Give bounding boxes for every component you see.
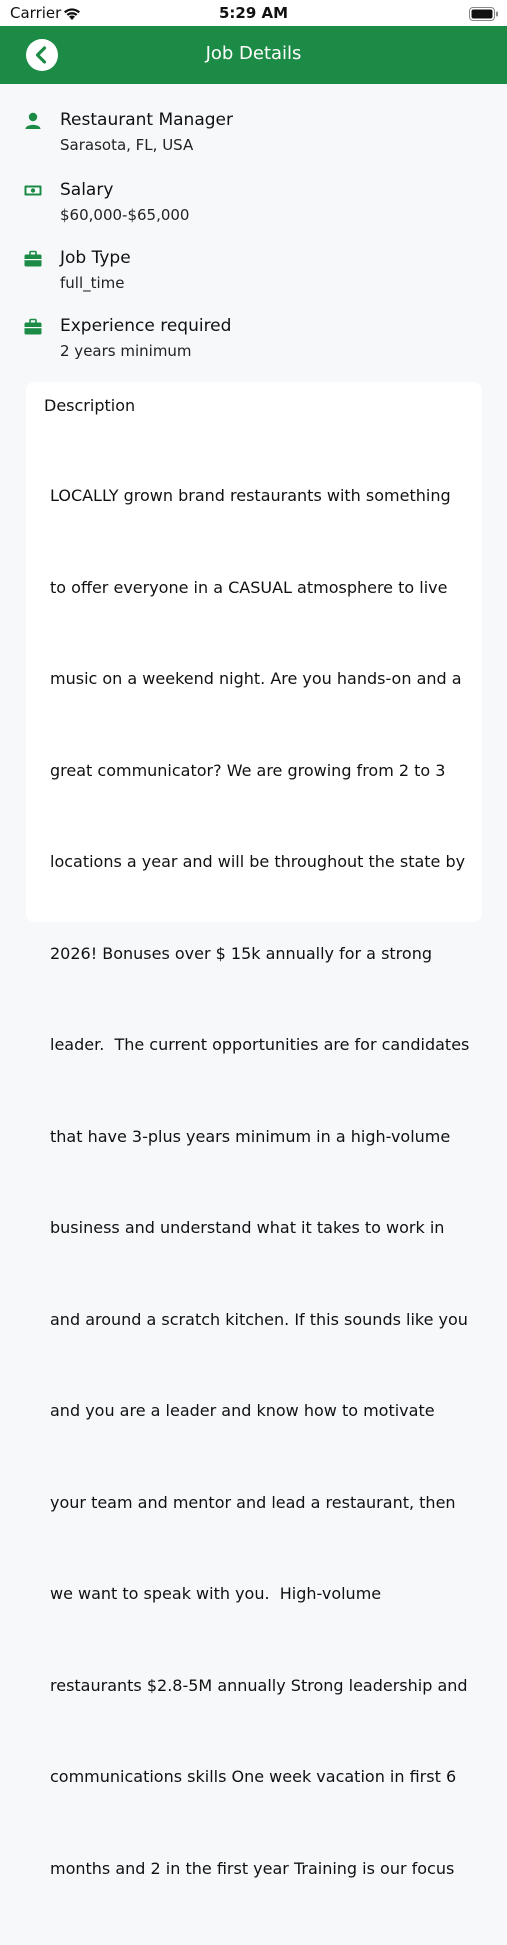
money-icon [24, 182, 42, 200]
detail-row-experience [0, 316, 507, 372]
description-line: and around a scratch kitchen. If this sounds like you [50, 1309, 468, 1329]
description-line: your team and mentor and lead a restaurant, then [50, 1492, 456, 1512]
salary-label: Salary [60, 180, 114, 200]
job-location: Sarasota, FL, USA [60, 136, 194, 154]
battery-icon [469, 6, 499, 25]
status-bar [0, 0, 507, 26]
description-text [50, 420, 478, 1945]
job-type-value: full_time [60, 274, 125, 292]
description-line: business and understand what it takes to work in [50, 1218, 445, 1237]
description-title: Description [44, 396, 136, 415]
description-line: restaurants $2.8-5M annually Strong leadership and [50, 1675, 468, 1695]
description-line: music on a weekend night. Are you hands-on and a [50, 669, 462, 688]
description-line: we want to speak with you. High-volume [50, 1584, 382, 1603]
description-line: that have 3-plus years minimum in a high-volume [50, 1126, 451, 1146]
job-title: Restaurant Manager [60, 110, 233, 130]
description-line: months and 2 in the first year Training is our focus [50, 1858, 455, 1878]
status-time: 5:29 AM [218, 4, 289, 22]
description-line: LOCALLY grown brand restaurants with something [50, 486, 451, 505]
description-line: to offer everyone in a CASUAL atmosphere to live [50, 577, 448, 597]
description-line: and you are a leader and know how to motivate [50, 1401, 435, 1420]
experience-label: Experience required [60, 316, 232, 336]
briefcase-icon [24, 250, 42, 268]
salary-value: $60,000-$65,000 [60, 206, 190, 224]
description-line: great communicator? We are growing from 2 to 3 [50, 760, 446, 780]
job-type-label: Job Type [60, 248, 131, 268]
description-line: leader. The current opportunities are for candidates [50, 1035, 470, 1054]
detail-row-position [0, 110, 507, 166]
experience-value: 2 years minimum [60, 342, 192, 360]
page-title: Job Details [205, 43, 302, 64]
carrier-label: Carrier [10, 4, 62, 22]
person-icon [24, 112, 42, 130]
description-line: communications skills One week vacation in first 6 [50, 1767, 457, 1786]
description-line: 2026! Bonuses over $ 15k annually for a strong [50, 943, 432, 963]
description-card[interactable] [26, 382, 482, 1878]
detail-row-salary [0, 180, 507, 236]
description-line: locations a year and will be throughout the state by [50, 852, 466, 871]
app-header [0, 26, 507, 84]
briefcase-icon [24, 318, 42, 336]
detail-row-job-type [0, 248, 507, 304]
